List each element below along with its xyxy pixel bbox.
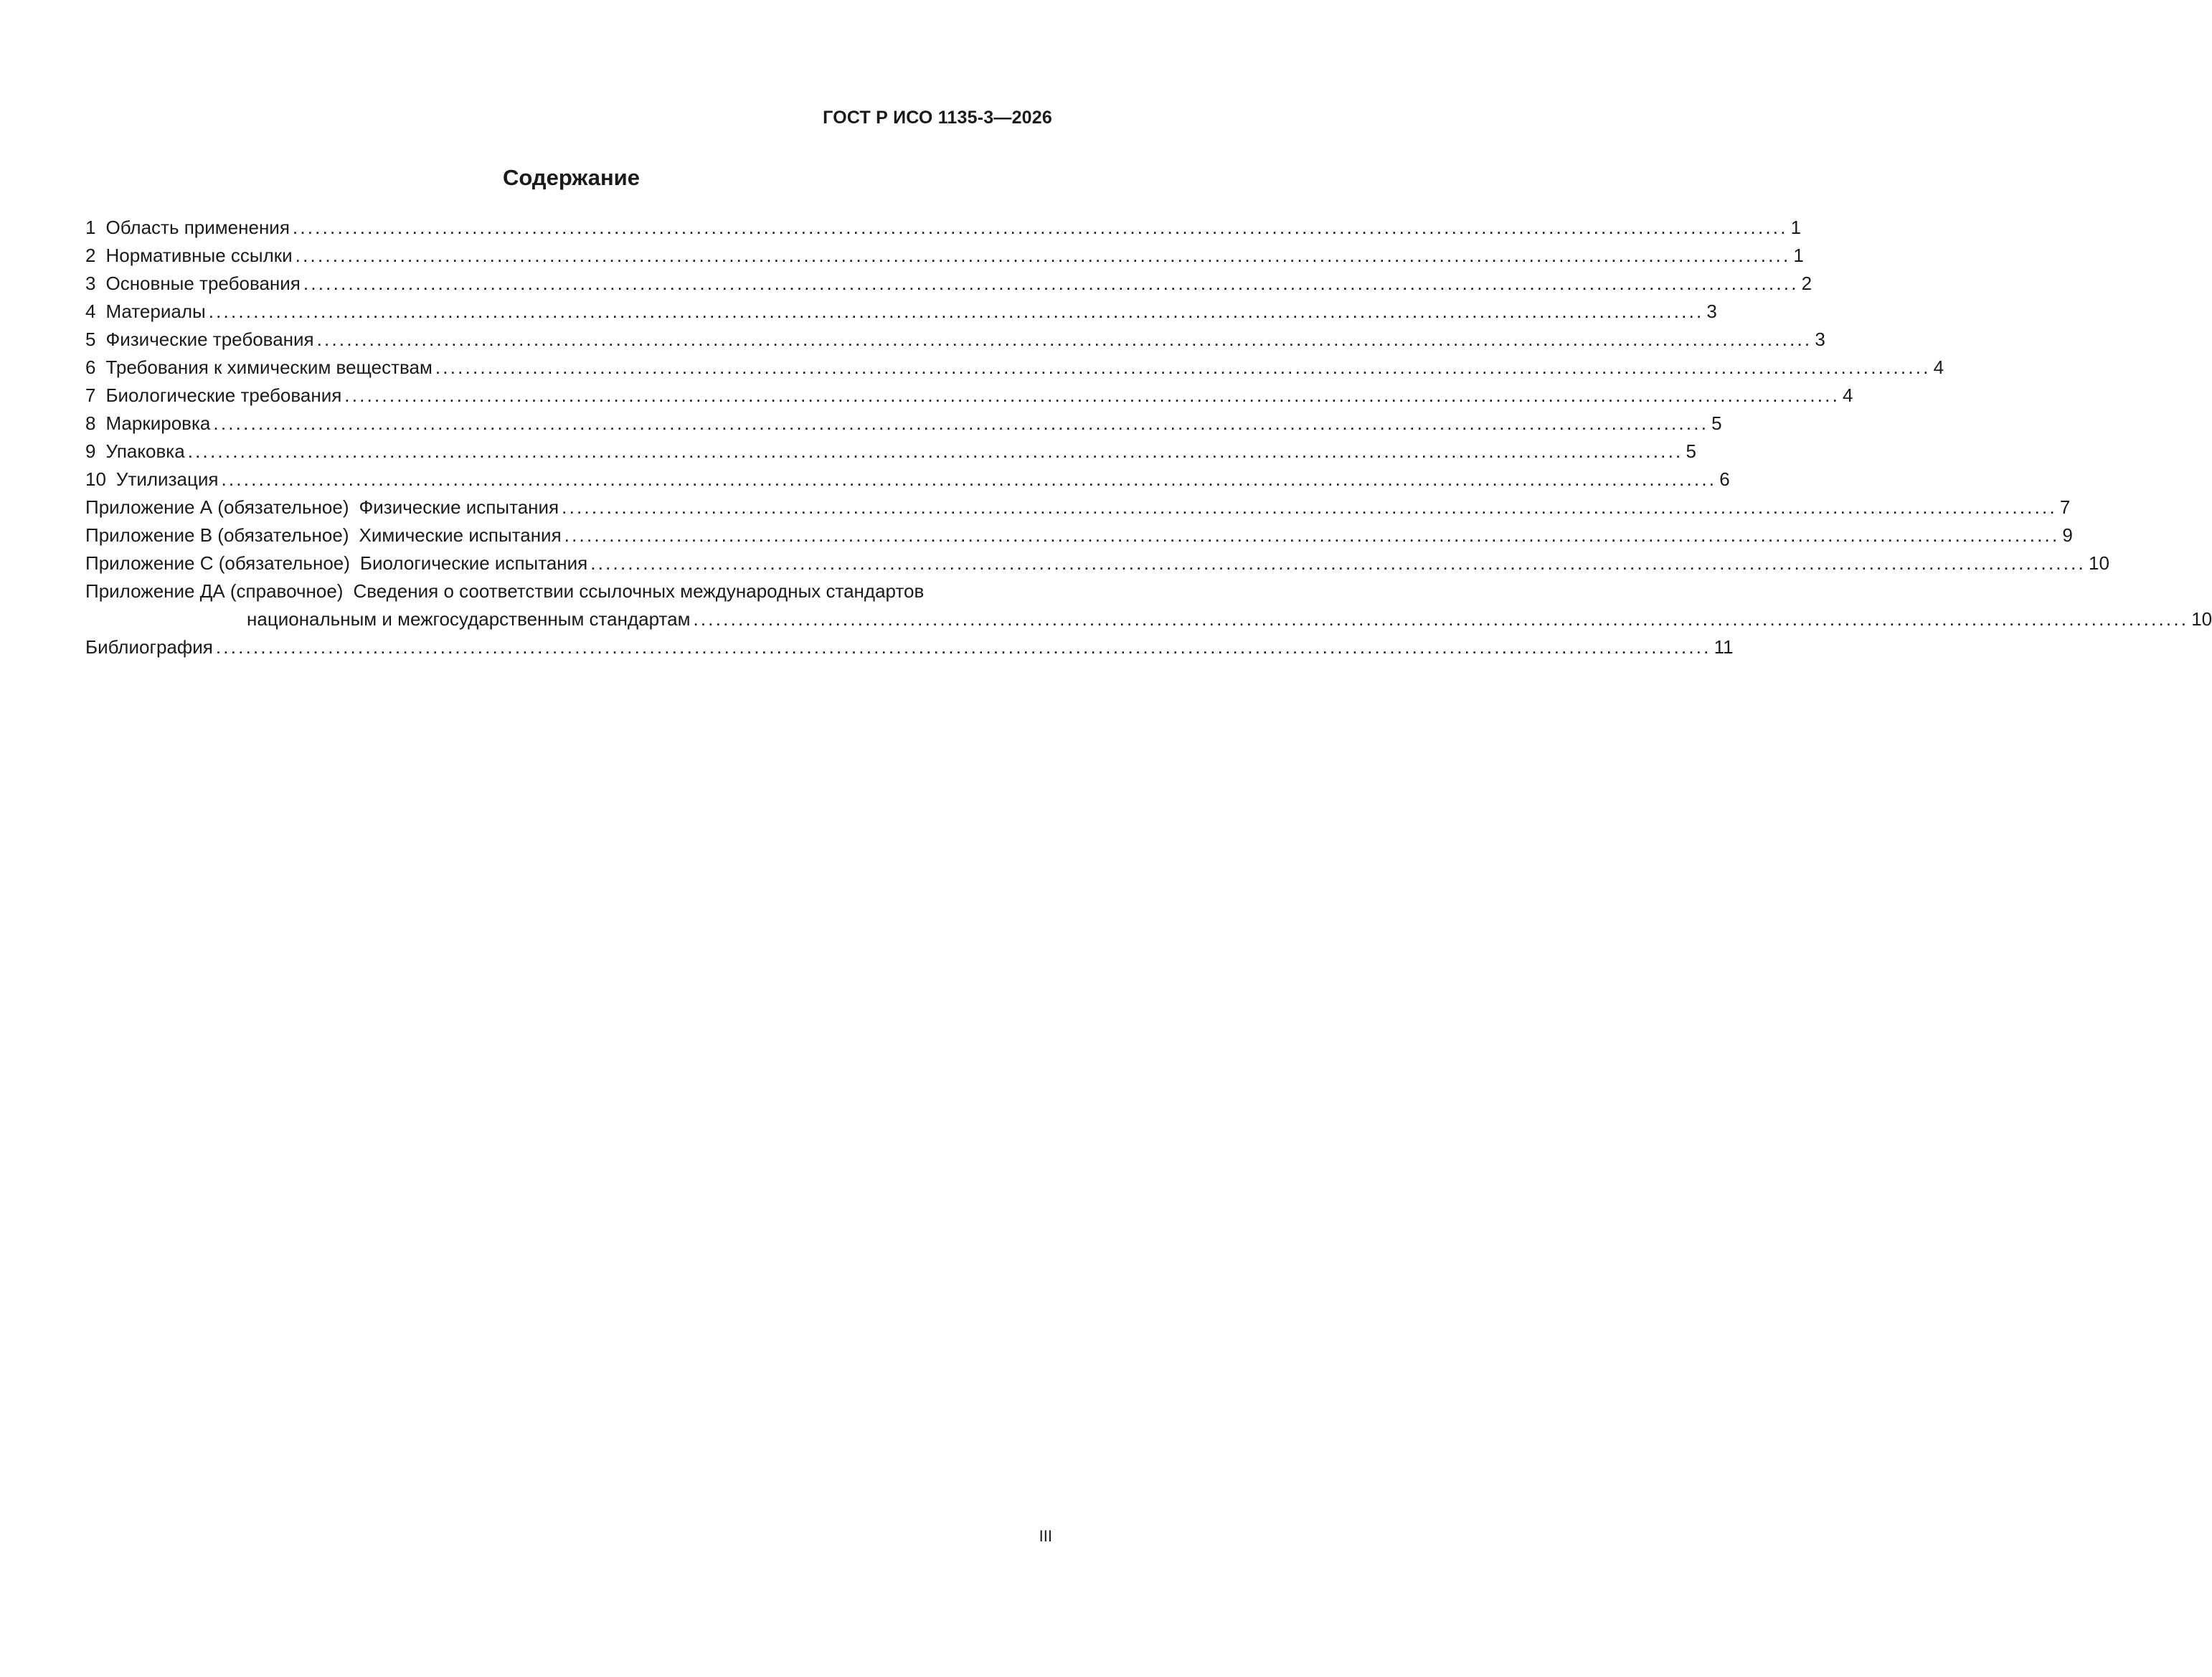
toc-entry-number: 6 (85, 356, 96, 378)
dot-leader: ........................................................................................................................................................................................................ (187, 440, 1683, 462)
toc-annex-title: Химические испытания (359, 524, 562, 546)
toc-entry-number: 10 (85, 468, 106, 490)
toc-annex-label: Приложение С (обязательное) (85, 552, 350, 574)
dot-leader: ........................................................................................................................................................................................................ (564, 524, 2060, 546)
dot-leader: ........................................................................................................................................................................................................ (303, 273, 1799, 294)
dot-leader: ........................................................................................................................................................................................................ (693, 608, 2189, 630)
dot-leader: ........................................................................................................................................................................................................ (208, 301, 1704, 322)
dot-leader: ........................................................................................................................................................................................................ (292, 217, 1788, 238)
toc-entry-7[interactable] (85, 382, 1853, 410)
toc-entry-number: 3 (85, 273, 96, 294)
toc-annex-page: 7 (2059, 496, 2071, 518)
toc-annex-a[interactable] (85, 493, 2071, 521)
toc-entry-3[interactable] (85, 270, 1812, 298)
toc-entry-page: 4 (1933, 356, 1944, 378)
toc-entry-number: 2 (85, 245, 96, 266)
toc-annex-title: Физические испытания (359, 496, 559, 518)
dot-leader: ........................................................................................................................................................................................................ (590, 552, 2086, 574)
toc-entry-page: 3 (1706, 301, 1717, 322)
toc-entry-1[interactable] (85, 214, 1802, 242)
toc-annex-page: 10 (2191, 608, 2212, 630)
toc-entry-10[interactable] (85, 466, 1730, 493)
dot-leader: ........................................................................................................................................................................................................ (221, 468, 1717, 490)
toc-entry-title: Упаковка (105, 440, 185, 462)
document-code: ГОСТ Р ИСО 1135-3—2026 (823, 108, 1052, 128)
dot-leader: ........................................................................................................................................................................................................ (295, 245, 1791, 266)
page-number: III (1039, 1527, 1052, 1545)
toc-bibliography[interactable] (85, 633, 1734, 661)
toc-entry-2[interactable] (85, 242, 1804, 270)
toc-entry-title: Биологические требования (105, 384, 342, 406)
toc-annex-label: Приложение В (обязательное) (85, 524, 349, 546)
toc-entry-title: Область применения (105, 217, 290, 238)
toc-entry-number: 4 (85, 301, 96, 322)
dot-leader: ........................................................................................................................................................................................................ (562, 496, 2057, 518)
toc-entry-6[interactable] (85, 354, 1944, 382)
toc-bibliography-page: 11 (1714, 636, 1734, 658)
toc-annex-label: Приложение ДА (справочное) (85, 580, 344, 602)
dot-leader: ........................................................................................................................................................................................................ (344, 384, 1840, 406)
dot-leader: ........................................................................................................................................................................................................ (213, 412, 1709, 434)
toc-entry-number: 5 (85, 329, 96, 350)
toc-entry-page: 1 (1793, 245, 1804, 266)
toc-entry-5[interactable] (85, 326, 1825, 354)
toc-annex-page: 10 (2088, 552, 2109, 574)
toc-entry-title: Физические требования (105, 329, 314, 350)
toc-entry-number: 1 (85, 217, 96, 238)
dot-leader: ........................................................................................................................................................................................................ (435, 356, 1931, 378)
toc-entry-4[interactable] (85, 298, 1717, 326)
table-of-contents (85, 214, 2212, 661)
toc-entry-title: Нормативные ссылки (105, 245, 293, 266)
toc-entry-number: 8 (85, 412, 96, 434)
toc-annex-da[interactable] (85, 577, 1052, 605)
toc-entry-number: 9 (85, 440, 96, 462)
toc-bibliography-title: Библиография (85, 636, 213, 658)
toc-entry-page: 2 (1801, 273, 1812, 294)
toc-entry-title: Материалы (105, 301, 206, 322)
toc-annex-label: Приложение А (обязательное) (85, 496, 349, 518)
toc-entry-page: 6 (1719, 468, 1730, 490)
toc-entry-title: Требования к химическим веществам (105, 356, 433, 378)
toc-entry-page: 5 (1711, 412, 1722, 434)
toc-entry-9[interactable] (85, 438, 1696, 466)
toc-annex-c[interactable] (85, 549, 2109, 577)
toc-annex-da-continued[interactable] (85, 605, 2212, 633)
toc-entry-title: Основные требования (105, 273, 301, 294)
toc-entry-title: Маркировка (105, 412, 211, 434)
toc-entry-page: 3 (1815, 329, 1825, 350)
toc-entry-number: 7 (85, 384, 96, 406)
toc-annex-page: 9 (2062, 524, 2073, 546)
toc-title: Содержание (503, 165, 640, 190)
toc-entry-page: 4 (1843, 384, 1853, 406)
toc-annex-title: Сведения о соответствии ссылочных международных стандартов (353, 580, 925, 602)
toc-entry-title: Утилизация (115, 468, 219, 490)
toc-entry-page: 5 (1686, 440, 1696, 462)
dot-leader: ........................................................................................................................................................................................................ (215, 636, 1711, 658)
toc-annex-b[interactable] (85, 521, 2073, 549)
toc-annex-title: Биологические испытания (359, 552, 588, 574)
toc-annex-title-continued: национальным и межгосударственным стандартам (247, 608, 691, 630)
toc-entry-8[interactable] (85, 410, 1722, 438)
toc-entry-page: 1 (1790, 217, 1802, 238)
dot-leader: ........................................................................................................................................................................................................ (316, 329, 1812, 350)
